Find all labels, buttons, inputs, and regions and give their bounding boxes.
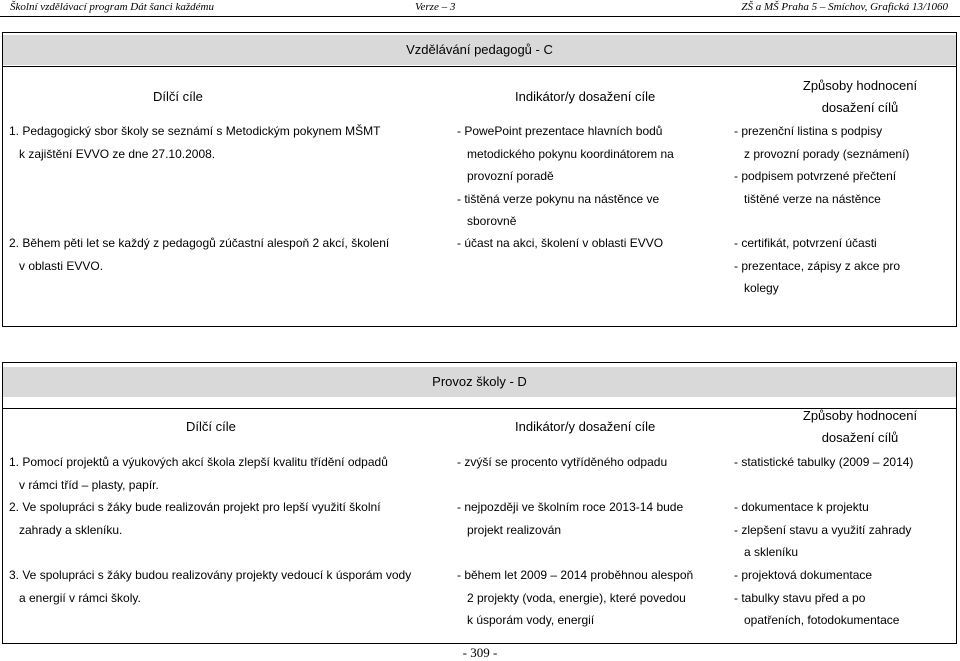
column-header-evaluation-line1: Způsoby hodnocení — [802, 78, 918, 93]
table-row-indicator: - PowePoint prezentace hlavních bodů metodického pokynu koordinátorem na provozní poradě - tištěná verze pokynu na nástěnce ve sborovně — [457, 124, 674, 228]
table-school-operation — [2, 362, 957, 644]
column-header-indicators: Indikátor/y dosažení cíle — [515, 89, 656, 104]
column-header-evaluation-line1: Způsoby hodnocení — [802, 408, 918, 423]
table-row-goal: 1. Pomocí projektů a výukových akcí škola zlepší kvalitu třídění odpadů v rámci tříd – plasty, papír. — [9, 455, 388, 492]
table-row-goal: 2. Během pěti let se každý z pedagogů zúčastní alespoň 2 akcí, školení v oblasti EVVO. — [9, 236, 390, 273]
table-education-teachers — [2, 32, 957, 327]
table-row-evaluation: - prezenční listina s podpisy z provozní porady (seznámení) - podpisem potvrzené přečtení tištěné verze na nástěnce — [734, 124, 910, 206]
header-program-title: Školní vzdělávací program Dát šanci každému — [10, 1, 214, 13]
table-row-goal: 2. Ve spolupráci s žáky bude realizován projekt pro lepší využití školní zahrady a skleníku. — [9, 500, 381, 537]
table-row-goal: 3. Ve spolupráci s žáky budou realizovány projekty vedoucí k úsporám vody a energií v rámci školy. — [9, 568, 412, 605]
table-row-indicator: - během let 2009 – 2014 proběhnou alespoň 2 projekty (voda, energie), které povedou k úsporám vody, energií — [457, 568, 694, 627]
column-header-evaluation — [775, 405, 945, 449]
header-school: ZŠ a MŠ Praha 5 – Smíchov, Grafická 13/1060 — [741, 1, 948, 13]
column-header-evaluation — [775, 75, 945, 119]
table-title: Vzdělávání pedagogů - C — [3, 35, 956, 65]
table-row-indicator: - zvýší se procento vytříděného odpadu — [457, 455, 668, 469]
header-rule — [0, 16, 960, 17]
table-row-evaluation: - certifikát, potvrzení účasti - prezentace, zápisy z akce pro kolegy — [734, 236, 901, 295]
title-divider — [3, 66, 956, 67]
table-row-indicator: - nejpozději ve školním roce 2013-14 bude projekt realizován — [457, 500, 684, 537]
table-row-evaluation: - projektová dokumentace - tabulky stavu před a po opatřeních, fotodokumentace — [734, 568, 900, 627]
column-header-evaluation-line2: dosažení cílů — [821, 430, 899, 445]
column-header-evaluation-line2: dosažení cílů — [821, 100, 899, 115]
table-row-indicator: - účast na akci, školení v oblasti EVVO — [457, 236, 664, 250]
column-header-indicators: Indikátor/y dosažení cíle — [515, 419, 656, 434]
page-number: - 309 - — [462, 645, 498, 660]
table-title: Provoz školy - D — [3, 367, 956, 397]
table-row-evaluation: - statistické tabulky (2009 – 2014) — [734, 455, 914, 469]
column-header-goals: Dílčí cíle — [153, 89, 203, 104]
column-header-goals: Dílčí cíle — [186, 419, 236, 434]
table-row-evaluation: - dokumentace k projektu - zlepšení stavu a využití zahrady a skleníku — [734, 500, 912, 559]
header-version: Verze – 3 — [415, 1, 456, 13]
table-row-goal: 1. Pedagogický sbor školy se seznámí s Metodickým pokynem MŠMT k zajištění EVVO ze dne 27.10.2008. — [9, 124, 381, 161]
